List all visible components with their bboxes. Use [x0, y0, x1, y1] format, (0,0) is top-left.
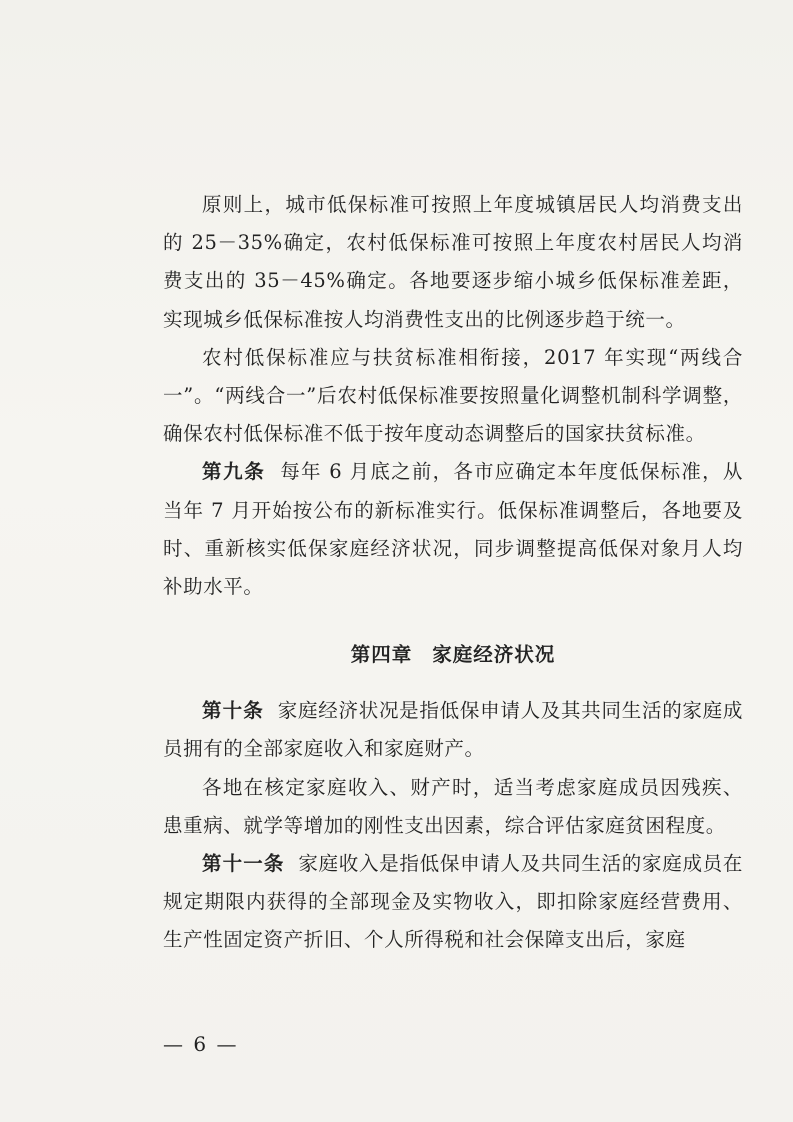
document-body — [163, 186, 743, 960]
article-10-label: 第十条 — [202, 699, 264, 723]
article-9-label: 第九条 — [202, 460, 266, 484]
article-9-text: 每年 6 月底之前，各市应确定本年度低保标准，从当年 7 月开始按公布的新标准实行。低保标准调整后，各地要及时、重新核实低保家庭经济状况，同步调整提高低保对象月人均补助水平。 — [163, 460, 743, 599]
paragraph-two-lines: 农村低保标准应与扶贫标准相衔接，2017 年实现“两线合一”。“两线合一”后农村低保标准要按照量化调整机制科学调整，确保农村低保标准不低于按年度动态调整后的国家扶贫标准。 — [163, 345, 743, 446]
paragraph-rigid-expenditure: 各地在核定家庭收入、财产时，适当考虑家庭成员因残疾、患重病、就学等增加的刚性支出因素，综合评估家庭贫困程度。 — [163, 775, 743, 837]
page-number: — 6 — — [163, 1032, 239, 1056]
article-11 — [163, 845, 743, 960]
article-11-text: 家庭收入是指低保申请人及共同生活的家庭成员在规定期限内获得的全部现金及实物收入，即扣除家庭经营费用、生产性固定资产折旧、个人所得税和社会保障支出后，家庭 — [163, 852, 743, 952]
article-10 — [163, 692, 743, 768]
article-10-text: 家庭经济状况是指低保申请人及其共同生活的家庭成员拥有的全部家庭收入和家庭财产。 — [163, 699, 743, 761]
paragraph-standard-ratio: 原则上，城市低保标准可按照上年度城镇居民人均消费支出的 25－35%确定，农村低保标准可按照上年度农村居民人均消费支出的 35－45%确定。各地要逐步缩小城乡低保标准差距，实现城乡低保标准按人均消费性支出的比例逐步趋于统一。 — [163, 193, 743, 331]
chapter-title: 家庭经济状况 — [432, 643, 556, 667]
chapter-number: 第四章 — [350, 643, 413, 667]
article-11-label: 第十一条 — [202, 852, 285, 876]
chapter-heading — [163, 636, 743, 674]
article-9 — [163, 453, 743, 606]
